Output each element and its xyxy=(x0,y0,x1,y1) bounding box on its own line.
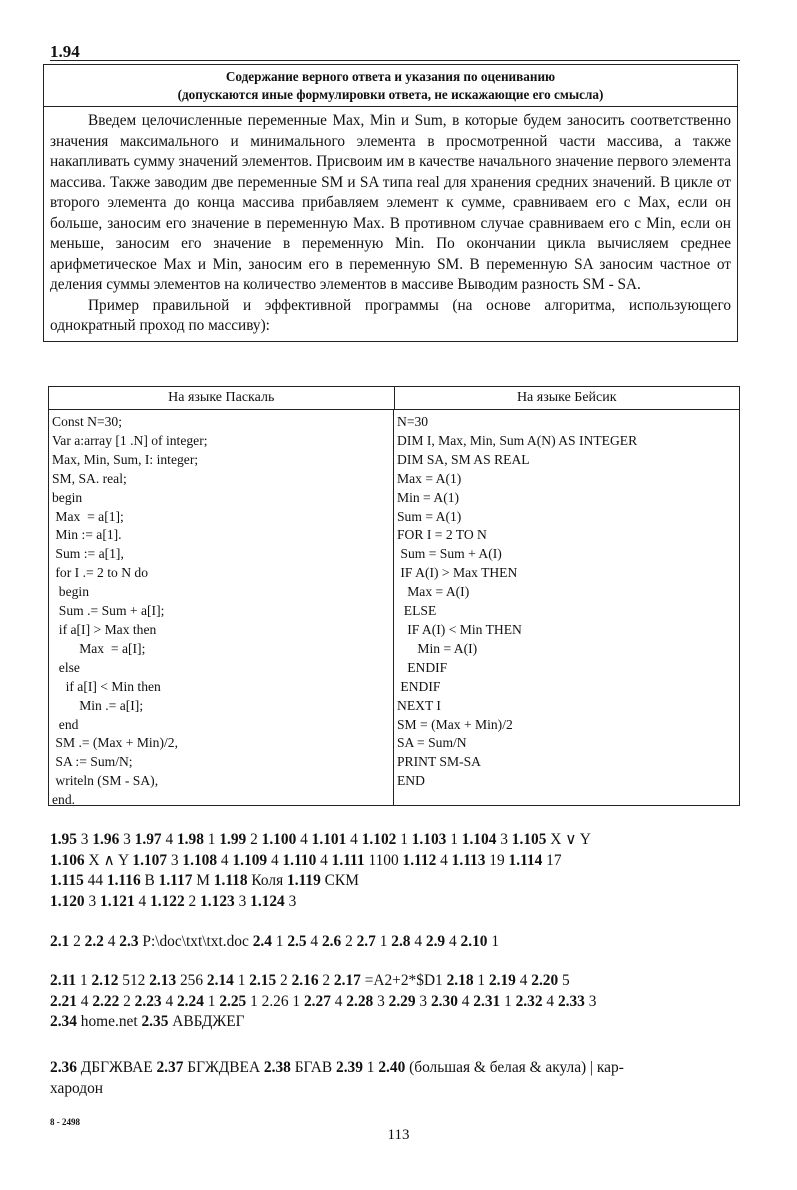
answer-header xyxy=(44,65,737,107)
explanation-paragraph: Введем целочисленные переменные Max, Min и Sum, в которые будем заносить соответственно значения максимального и минимального элемента в просмотренной части массива, а также накапливать сумму значений элементов. Присвоим им в качестве начального значение первого элемента массива. Также заводим две переменные SM и SA типа real для хранения средних значений. В цикле от второго элемента до конца массива прибавляем элемент к сумме, сравниваем его с Max, если он больше, заносим его значение в переменную Max. В противном случае сравниваем его с Min, если он меньше, заносим его значение в переменную Min. По окончании цикла вычисляем среднее арифметическое Max и Min, заносим его в переменную SM. В переменную SA заносим частное от деления суммы элементов на количество элементов в массиве Выводим разность SM - SA. xyxy=(50,112,731,293)
header-line-2: (допускаются иные формулировки ответа, не искажающие его смысла) xyxy=(177,87,604,102)
answer-frame xyxy=(43,64,738,342)
top-rule xyxy=(50,60,740,61)
code-table xyxy=(48,386,740,806)
header-line-1: Содержание верного ответа и указания по оцениванию xyxy=(225,69,556,84)
pascal-header: На языке Паскаль xyxy=(49,387,395,409)
basic-code: N=30 DIM I, Max, Min, Sum A(N) AS INTEGER DIM SA, SM AS REAL Max = A(1) Min = A(1) Sum = A(1) FOR I = 2 TO N Sum = Sum + A(I) IF A(I) > Max THEN Max = A(I) ELSE IF A(I) < Min THEN Min = A(I) ENDIF ENDIF NEXT I SM = (Max + Min)/2 SA = Sum/N PRINT SM-SA END xyxy=(397,414,638,789)
answers-block-3: 2.11 1 2.12 512 2.13 256 2.14 1 2.15 2 2.16 2 2.17 =A2+2*$D1 2.18 1 2.19 4 2.20 5 2.21 4 2.22 2 2.23 4 2.24 1 2.25 1 2.26 1 2.27 4 2.28 3 2.29 3 2.30 4 2.31 1 2.32 4 2.33 3 2.34 home.net 2.35 АВБДЖЕГ xyxy=(50,972,597,1030)
answers-block-4: 2.36 ДБГЖВАЕ 2.37 БГЖДВЕА 2.38 БГАВ 2.39 1 2.40 (большая & белая & акула) | кар- хародон xyxy=(50,1059,624,1097)
pascal-code: Const N=30; Var a:array [1 .N] of integer; Max, Min, Sum, I: integer; SM, SA. real; begin Max = a[1]; Min := a[1]. Sum := a[1], for I .= 2 to N do begin Sum .= Sum + a[I]; if a[I] > Max then Max = a[I]; else if a[I] < Min then Min .= a[I]; end SM .= (Max + Min)/2, SA := Sum/N; writeln (SM - SA), end. xyxy=(49,410,394,806)
page-number: 113 xyxy=(387,1127,410,1143)
footer-code: 8 - 2498 xyxy=(50,1117,80,1127)
answers-block-1: 1.95 3 1.96 3 1.97 4 1.98 1 1.99 2 1.100 4 1.101 4 1.102 1 1.103 1 1.104 3 1.105 X ∨ Y 1.106 X ∧ Y 1.107 3 1.108 4 1.109 4 1.110 4 1.111 1100 1.112 4 1.113 19 1.114 17 1.115 44 1.116 B 1.117 M 1.118 Коля 1.119 СКМ 1.120 3 1.121 4 1.122 2 1.123 3 1.124 3 xyxy=(50,831,591,910)
basic-header: На языке Бейсик xyxy=(516,390,617,405)
example-intro-paragraph: Пример правильной и эффективной программы (на основе алгоритма, использующего однократный проход по массиву): xyxy=(50,296,731,334)
problem-number: 1.94 xyxy=(50,42,80,61)
answers-block-2: 2.1 2 2.2 4 2.3 P:\doc\txt\txt.doc 2.4 1 2.5 4 2.6 2 2.7 1 2.8 4 2.9 4 2.10 1 xyxy=(50,933,500,950)
code-table-header xyxy=(49,387,739,410)
answer-body xyxy=(44,107,737,341)
